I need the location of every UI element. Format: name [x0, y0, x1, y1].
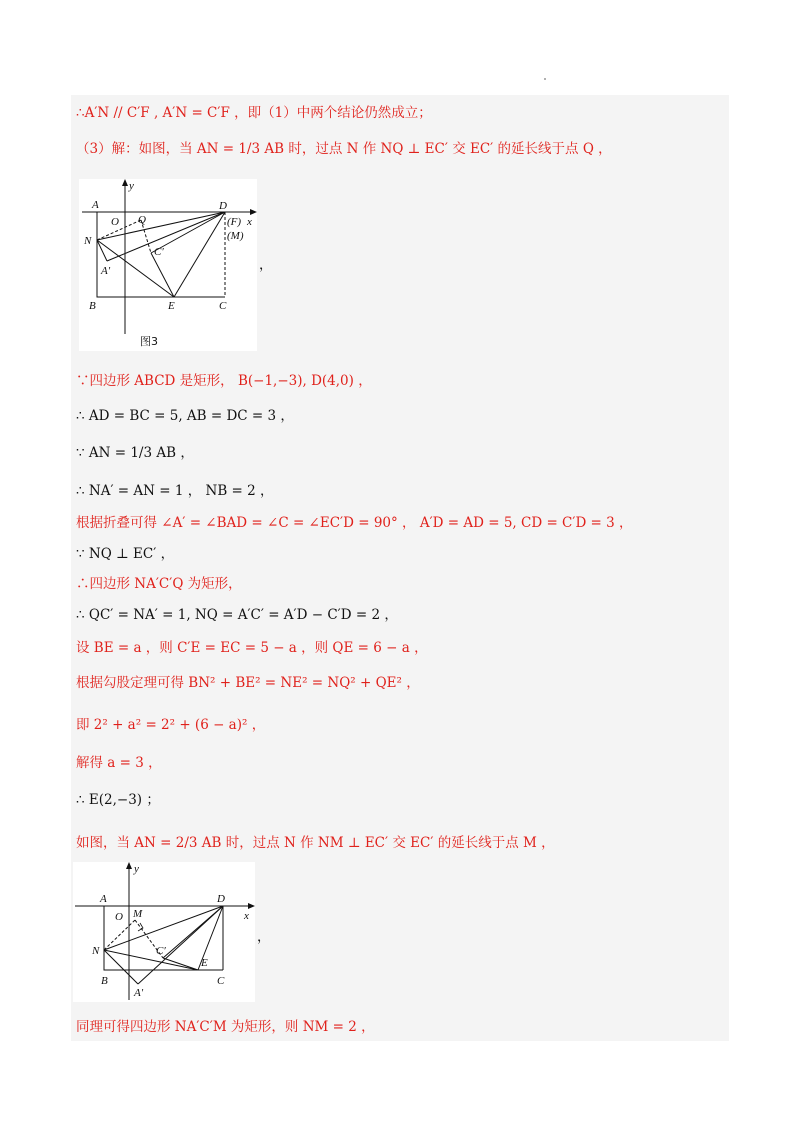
line-15: ∴ E(2,−3) ；: [76, 792, 160, 808]
figure-caption: 图3: [140, 335, 158, 348]
line-na1: [104, 950, 138, 984]
label-c-prime: C′: [154, 246, 164, 258]
line-2: （3）解：如图，当 AN = 1/3 AB 时，过点 N 作 NQ ⊥ EC′ 交 EC′ 的延长线于点 Q ，: [76, 141, 612, 157]
label-o: O: [115, 911, 123, 923]
line-8: ∵ NQ ⊥ EC′ ，: [76, 546, 175, 562]
line-de: [174, 212, 225, 297]
fig2-comma: ，: [257, 929, 271, 945]
x-arrow-icon: [250, 209, 257, 215]
y-arrow-icon: [126, 862, 132, 869]
label-x: x: [247, 216, 252, 228]
y-arrow-icon: [122, 179, 128, 186]
line-17: 同理可得四边形 NA′C′M 为矩形，则 NM = 2 ，: [76, 1019, 375, 1035]
label-m: (M): [227, 230, 244, 242]
label-o: O: [111, 216, 119, 228]
label-x: x: [244, 910, 249, 922]
label-e: E: [168, 300, 175, 312]
label-b: B: [101, 975, 108, 987]
line-13: 即 2² + a² = 2² + (6 − a)² ，: [76, 717, 266, 733]
figure-4: [73, 862, 255, 1002]
label-y: y: [134, 863, 139, 875]
solution-content: [71, 95, 729, 1041]
line-a1d: [138, 906, 223, 984]
line-1: ∴A′N // C′F , A′N = C′F ，即（1）中两个结论仍然成立；: [76, 105, 432, 121]
line-nm-dashed: [104, 920, 135, 950]
page-dot: [544, 78, 546, 80]
label-y: y: [129, 180, 134, 192]
line-ne: [104, 950, 198, 970]
label-q: Q: [138, 214, 146, 226]
label-c-prime: C′: [156, 945, 166, 957]
label-a-prime: A′: [134, 987, 144, 999]
line-14: 解得 a = 3 ，: [76, 755, 162, 771]
line-3: ∵四边形 ABCD 是矩形， B(−1,−3), D(4,0) ，: [76, 373, 372, 389]
line-5: ∵ AN = 1/3 AB ，: [76, 445, 194, 461]
label-a-prime: A′: [101, 265, 111, 277]
label-b: B: [89, 300, 96, 312]
line-4: ∴ AD = BC = 5, AB = DC = 3 ，: [76, 408, 294, 424]
label-a: A: [92, 199, 99, 211]
line-11: 设 BE = a ，则 C′E = EC = 5 − a ，则 QE = 6 − a ，: [76, 640, 428, 656]
label-n: N: [92, 945, 100, 957]
x-arrow-icon: [248, 903, 255, 909]
line-6: ∴ NA′ = AN = 1 ， NB = 2 ，: [76, 483, 274, 499]
label-e: E: [201, 957, 208, 969]
label-d: D: [219, 200, 227, 212]
line-nq-dashed: [97, 220, 141, 240]
line-10: ∴ QC′ = NA′ = 1, NQ = A′C′ = A′D − C′D = 2 ，: [76, 607, 398, 623]
label-c: C: [217, 975, 225, 987]
label-a: A: [100, 893, 107, 905]
label-d: D: [217, 893, 225, 905]
line-9: ∴四边形 NA′C′Q 为矩形，: [76, 576, 242, 592]
label-c: C: [219, 300, 227, 312]
figure-3: [79, 179, 257, 351]
label-f: (F): [227, 216, 242, 228]
fig1-comma: ，: [259, 257, 273, 273]
label-m: M: [133, 908, 143, 920]
line-12: 根据勾股定理可得 BN² + BE² = NE² = NQ² + QE² ，: [76, 675, 420, 691]
line-7: 根据折叠可得 ∠A′ = ∠BAD = ∠C = ∠EC′D = 90° ， A′D = AD = 5, CD = C′D = 3 ，: [76, 515, 633, 531]
label-n: N: [84, 235, 92, 247]
line-c1e: [151, 253, 174, 297]
line-16: 如图，当 AN = 2/3 AB 时，过点 N 作 NM ⊥ EC′ 交 EC′ 的延长线于点 M ，: [76, 835, 555, 851]
